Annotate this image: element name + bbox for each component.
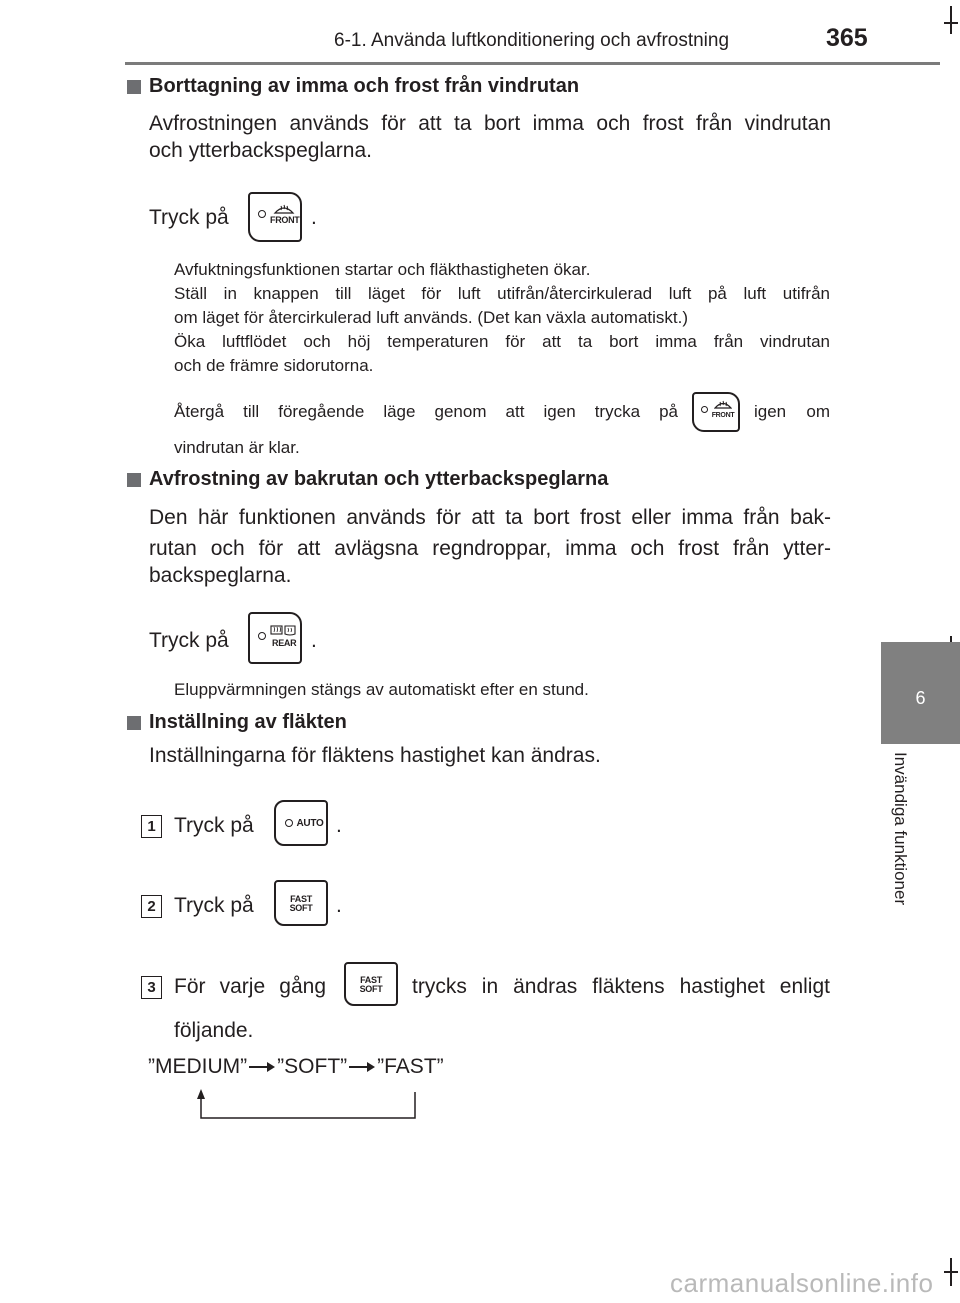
- cycle-step-soft: ”SOFT”: [277, 1055, 348, 1078]
- rear-defroster-mirror-heater-icon: [270, 625, 298, 637]
- note-line: Eluppvärmningen stängs av automatiskt efter en stund.: [174, 680, 589, 699]
- arrow-right-icon: [249, 1061, 275, 1073]
- body-line: rutan och för att avlägsna regndroppar, imma och frost från ytter-: [149, 537, 831, 560]
- button-label: REAR: [272, 638, 297, 648]
- note-line: Ställ in knappen till läget för luft utifrån/återcirkulerad luft på luft utifrån: [174, 284, 830, 303]
- step-suffix: .: [336, 814, 342, 837]
- body-line: Den här funktionen används för att ta bort frost eller imma från bak-: [149, 506, 831, 529]
- step-suffix: .: [336, 894, 342, 917]
- cycle-return-arrow-icon: [190, 1088, 422, 1122]
- chapter-number: 6: [915, 688, 926, 708]
- button-label-fast: FAST: [290, 894, 312, 904]
- section-heading-windshield: Borttagning av imma och frost från vindrutan: [149, 75, 580, 97]
- front-defroster-button-small: [692, 392, 740, 432]
- section-bullet: [127, 473, 141, 487]
- step-text-line2: följande.: [174, 1019, 254, 1042]
- rear-defroster-button: [248, 612, 302, 664]
- button-label: FRONT: [711, 412, 735, 419]
- section-heading-rear: Avfrostning av bakrutan och ytterbackspeglarna: [149, 468, 609, 490]
- button-label-soft: SOFT: [289, 903, 313, 913]
- step-suffix: trycks in ändras fläktens hastighet enligt: [412, 975, 830, 998]
- button-label: AUTO: [296, 818, 324, 829]
- press-suffix: .: [311, 206, 317, 229]
- return-instruction-suffix: igen om: [754, 402, 830, 421]
- body-line: Inställningarna för fläktens hastighet kan ändras.: [149, 744, 601, 767]
- step-number: 1: [141, 815, 162, 838]
- press-instruction: Tryck på: [149, 629, 229, 652]
- indicator-light-icon: [701, 406, 708, 413]
- front-defroster-button: [248, 192, 302, 242]
- note-line: om läget för återcirkulerad luft används. (Det kan växla automatiskt.): [174, 308, 689, 327]
- front-defroster-icon: [714, 399, 732, 409]
- step-text: För varje gång: [174, 975, 326, 998]
- note-line: Öka luftflödet och höj temperaturen för att ta bort imma från vindrutan: [174, 332, 830, 351]
- page-number: 365: [826, 24, 868, 52]
- note-line: och de främre sidorutorna.: [174, 356, 374, 375]
- fan-speed-cycle: [148, 1055, 444, 1079]
- indicator-light-icon: [258, 632, 266, 640]
- section-bullet: [127, 80, 141, 94]
- fast-soft-button: [274, 880, 328, 926]
- return-instruction-line2: vindrutan är klar.: [174, 438, 300, 457]
- auto-button: [274, 800, 328, 846]
- section-bullet: [127, 716, 141, 730]
- watermark: carmanualsonline.info: [670, 1268, 934, 1298]
- header-rule: [125, 62, 940, 65]
- button-label: FRONT: [270, 215, 300, 225]
- body-line: backspeglarna.: [149, 564, 292, 587]
- body-line: Avfrostningen används för att ta bort imma och frost från vindrutan: [149, 112, 831, 135]
- press-suffix: .: [311, 629, 317, 652]
- step-number: 2: [141, 895, 162, 918]
- cycle-step-medium: ”MEDIUM”: [148, 1055, 248, 1078]
- cycle-step-fast: ”FAST”: [377, 1055, 444, 1078]
- button-label-soft: SOFT: [359, 984, 383, 994]
- chapter-label: Invändiga funktioner: [891, 752, 910, 906]
- step-text: Tryck på: [174, 894, 254, 917]
- front-defroster-icon: [273, 202, 295, 214]
- note-line: Avfuktningsfunktionen startar och fläkthastigheten ökar.: [174, 260, 591, 279]
- button-label-fast: FAST: [360, 975, 382, 985]
- indicator-light-icon: [258, 210, 266, 218]
- fast-soft-button: [344, 962, 398, 1006]
- section-heading-fan: Inställning av fläkten: [149, 711, 347, 733]
- running-header-title: 6-1. Använda luftkonditionering och avfrostning: [334, 30, 730, 51]
- press-instruction: Tryck på: [149, 206, 229, 229]
- step-number: 3: [141, 976, 162, 999]
- arrow-right-icon: [349, 1061, 375, 1073]
- return-instruction: Återgå till föregående läge genom att igen trycka på: [174, 402, 678, 421]
- step-text: Tryck på: [174, 814, 254, 837]
- body-line: och ytterbackspeglarna.: [149, 139, 372, 162]
- indicator-light-icon: [285, 819, 293, 827]
